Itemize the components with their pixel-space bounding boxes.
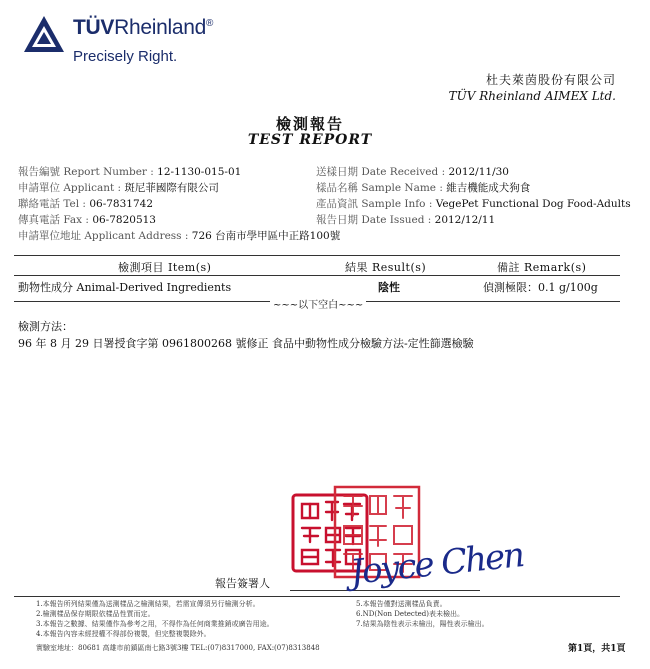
header-item: 檢測項目 Item(s) — [118, 261, 212, 274]
brand-name: TÜVRheinland® — [73, 16, 214, 39]
lab-address: 實驗室地址：80681 高雄市前鎮區南七路3號3樓 TEL:(07)8317000, FAX:(07)8313848 — [36, 644, 320, 652]
signer-label: 報告簽署人 — [215, 577, 270, 590]
field-tel: 聯絡電話 Tel : 06-7831742 — [18, 198, 153, 210]
row-result: 陰性 — [378, 281, 400, 294]
field-applicant: 申請單位 Applicant : 斑尼菲國際有限公司 — [18, 182, 219, 194]
method-text: 96 年 8 月 29 日署授食字第 0961800268 號修正 食品中動物性成分檢驗方法-定性篩選檢驗 — [18, 337, 474, 350]
brand-slogan: Precisely Right. — [73, 48, 178, 65]
company-name-zh: 杜夫萊茵股份有限公司 — [485, 73, 616, 87]
note-3: 3.本報告之數據、結果僅作為參考之用，不得作為任何商業推銷或廣告用途。 — [36, 620, 274, 628]
table-top-rule — [14, 255, 620, 256]
method-label: 檢測方法： — [18, 320, 73, 333]
note-7: 7.結果為陰性表示未檢出，陽性表示檢出。 — [356, 620, 489, 628]
table-header-rule — [14, 275, 620, 276]
field-fax: 傳真電話 Fax : 06-7820513 — [18, 214, 156, 226]
note-2: 2.檢測樣品保存期限依樣品性質而定。 — [36, 610, 155, 618]
row-remark: 偵測極限：0.1 g/100g — [483, 281, 598, 294]
note-5: 5.本報告僅對送測樣品負責。 — [356, 600, 447, 608]
field-applicant-address: 申請單位地址 Applicant Address : 726 台南市學甲區中正路100號 — [18, 230, 341, 242]
tuv-triangle-logo-icon — [22, 14, 66, 54]
header-result: 結果 Result(s) — [345, 261, 427, 274]
note-1: 1.本報告所列結果僅為送測樣品之檢測結果，若需宣傳須另行檢測分析。 — [36, 600, 260, 608]
report-title-en: TEST REPORT — [247, 132, 373, 148]
handwritten-signature: Joyce Chen — [348, 535, 525, 593]
footer-top-rule — [14, 596, 620, 597]
note-4: 4.本報告內容未經授權不得部份複製，但完整複製除外。 — [36, 630, 211, 638]
field-sample-name: 樣品名稱 Sample Name : 維吉機能成犬狗食 — [316, 182, 531, 194]
header-remark: 備註 Remark(s) — [497, 261, 587, 274]
signature-line — [290, 590, 480, 591]
end-of-data-marker: ~~~以下空白~~~ — [270, 296, 366, 311]
field-date-received: 送樣日期 Date Received : 2012/11/30 — [316, 166, 509, 178]
page-number: 第1頁，共1頁 — [568, 644, 626, 654]
field-sample-info: 產品資訊 Sample Info : VegePet Functional Dog Food-Adults — [316, 198, 631, 210]
report-title-zh: 檢測報告 — [275, 115, 344, 133]
row-item: 動物性成分 Animal-Derived Ingredients — [18, 281, 232, 294]
field-report-number: 報告編號 Report Number : 12-1130-015-01 — [18, 166, 242, 178]
note-6: 6.ND(Non Detected)表未檢出。 — [356, 610, 465, 618]
company-name-en: TÜV Rheinland AIMEX Ltd. — [448, 89, 616, 103]
field-date-issued: 報告日期 Date Issued : 2012/12/11 — [316, 214, 496, 226]
